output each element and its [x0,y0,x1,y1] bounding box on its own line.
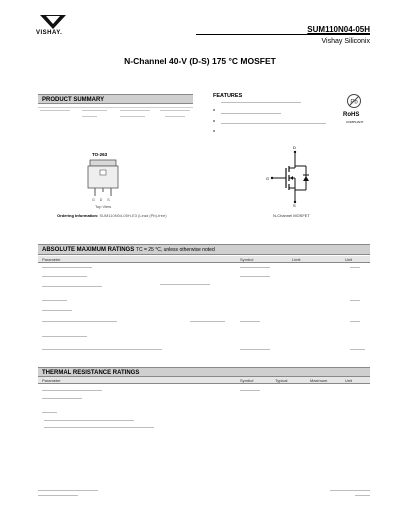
abs-col-unit: Unit [345,257,353,262]
package-pins: G D S [92,198,112,202]
package-name: TO-263 [92,152,108,157]
summary-cell [82,110,107,111]
abs-col-limit: Limit [292,257,301,262]
thermal-header [38,367,370,377]
abs-row-text [42,300,67,301]
thermal-col-unit: Unit [345,378,353,383]
abs-row-text [350,300,360,301]
abs-max-columns [38,256,370,263]
abs-col-symbol: Symbol [240,257,254,262]
abs-max-title: ABSOLUTE MAXIMUM RATINGS [42,247,136,253]
abs-row-text [350,321,360,322]
abs-row-text [190,321,225,322]
features-title: FEATURES [213,93,243,99]
vishay-logo-cutout [46,16,60,24]
drain-label: D [293,145,296,150]
document-title: N-Channel 40-V (D-S) 175 °C MOSFET [124,56,276,66]
rohs-label: RoHS [343,112,360,118]
summary-cell [160,110,190,111]
abs-row-text [240,267,270,268]
feature-item [213,122,328,125]
thermal-col-parameter: Parameter [42,378,61,383]
ordering-label: Ordering Information: [57,213,99,218]
abs-row-text [240,349,270,350]
feature-item [213,101,303,104]
summary-cell [40,110,70,111]
abs-row-text [350,267,360,268]
ordering-information [57,213,167,218]
feature-item [213,112,303,115]
abs-col-parameter: Parameter [42,257,61,262]
abs-row-text [42,336,87,337]
thermal-row-text [240,390,260,391]
pb-free-icon [346,93,362,109]
thermal-col-maximum: Maximum [310,378,328,383]
abs-row-text [350,349,365,350]
summary-row-divider [38,107,193,108]
summary-cell [82,116,97,117]
thermal-row-text [42,390,102,391]
thermal-note [44,420,134,421]
ordering-value: SUM110N04-05H-E3 (Lead (Pb)-free) [99,213,167,218]
abs-row-text [160,284,210,285]
abs-row-text [42,276,87,277]
gate-label: G [266,176,270,181]
thermal-note [42,412,57,413]
thermal-col-typical: Typical [275,378,288,383]
abs-row-text [42,310,72,311]
svg-text:Pb: Pb [350,99,358,106]
logo-text: VISHAY. [36,30,63,36]
abs-row-text [42,286,102,287]
summary-cell [120,116,145,117]
abs-max-header [38,244,370,255]
header-rule [196,34,370,35]
abs-max-tc: T [135,247,139,253]
thermal-col-symbol: Symbol [240,378,254,383]
summary-cell [165,116,185,117]
mosfet-schematic-icon [262,146,332,208]
product-summary-title: PRODUCT SUMMARY [42,97,105,103]
abs-row-text [42,321,117,322]
abs-row-text [42,267,92,268]
abs-row-text [42,349,162,350]
abs-row-text [240,276,270,277]
footer-left-line [38,495,78,496]
thermal-title: THERMAL RESISTANCE RATINGS [42,370,140,376]
manufacturer: Vishay Siliconix [321,38,370,45]
schematic-caption: N-Channel MOSFET [273,213,310,218]
thermal-row-text [42,398,82,399]
summary-cell [120,110,150,111]
bullet-icon [213,109,215,111]
product-summary-header [38,94,193,104]
top-view-label: Top View [95,204,112,209]
footer-left-line [38,490,98,491]
footer-right-line [355,495,370,496]
part-number: SUM110N04-05H [307,25,370,34]
abs-row-text [240,321,260,322]
abs-max-condition: C = 25 °C, unless otherwise noted [138,247,215,253]
thermal-note [44,427,154,428]
bullet-icon [213,130,215,132]
rohs-compliant: COMPLIANT [346,120,364,124]
source-label: S [293,203,296,208]
footer-right-line [330,490,370,491]
